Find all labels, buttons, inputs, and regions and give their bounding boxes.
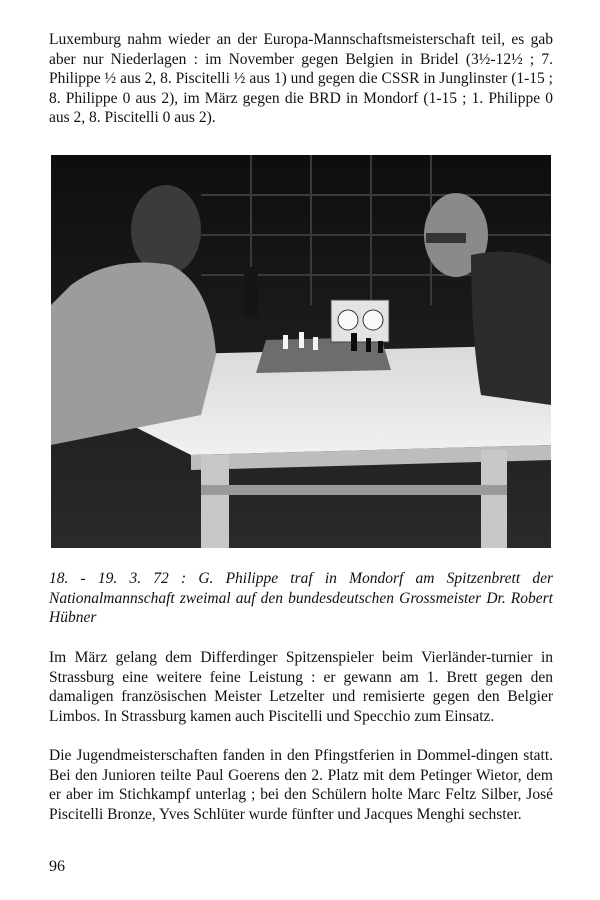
youth-championship-paragraph: Die Jugendmeisterschaften fanden in den Pfingstferien in Dommel-dingen statt. Bei den Junioren teilte Paul Goerens den 2. Platz mit dem Petinger Wietor, dem er aber im Stichkampf unterlag ; bei den Schülern holte Marc Feltz Silber, José Piscitelli Bronze, Yves Schlüter wurde fünfter und Jacques Menghi sechster. [49, 747, 553, 823]
strassburg-paragraph: Im März gelang dem Differdinger Spitzenspieler beim Vierländer-turnier in Strassburg eine weitere feine Leistung : er gewann am 1. Brett gegen den damaligen französischen Meister Letzelter und remisierte gegen den Belgier Limbos. In Strassburg kamen auch Piscitelli und Specchio zum Einsatz. [49, 649, 553, 725]
photo-caption: 18. - 19. 3. 72 : G. Philippe traf in Mondorf am Spitzenbrett der Nationalmannschaft zweimal auf den bundesdeutschen Grossmeister Dr. Robert Hübner [49, 570, 553, 627]
intro-paragraph: Luxemburg nahm wieder an der Europa-Mannschaftsmeisterschaft teil, es gab aber nur Niederlagen : im November gegen Belgien in Bridel (3½-12½ ; 7. Philippe ½ aus 2, 8. Piscitelli ½ aus 1) und gegen die CSSR in Junglinster (1-15 ; 8. Philippe 0 aus 2), im März gegen die BRD in Mondorf (1-15 ; 1. Philippe 0 aus 2, 8. Piscitelli 0 aus 2). [49, 31, 553, 127]
page-number: 96 [49, 858, 65, 875]
chess-match-photo [51, 155, 551, 548]
